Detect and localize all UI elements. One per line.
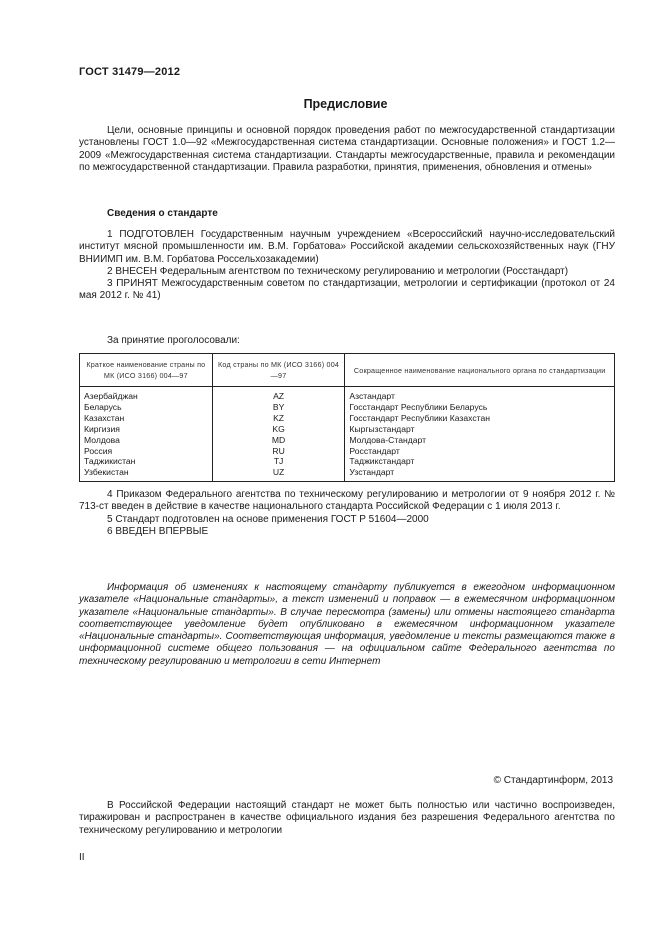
codes-column	[212, 387, 345, 482]
intro-text: Цели, основные принципы и основной порядок проведения работ по межгосударственной стандартизации установлены ГОСТ 1.0—92 «Межгосударственная система стандартизации. Основные положения» и ГОСТ 1.2—2009 «Межгосударственная система стандартизации. Стандарты межгосударственные, правила и рекомендации по межгосударственной стандартизации. Правила разработки, принятия, применения, обновления и отмены»	[79, 125, 615, 173]
country-code: KG	[272, 423, 285, 434]
country-name: Россия	[84, 445, 113, 456]
country-code: RU	[272, 445, 285, 456]
countries-column	[80, 387, 213, 482]
intro-paragraph	[79, 125, 615, 174]
country-name: Молдова	[84, 434, 120, 445]
national-body: Госстандарт Республики Казахстан	[349, 412, 490, 423]
country-code: KZ	[273, 412, 285, 423]
legal-notice-text: В Российской Федерации настоящий стандарт не может быть полностью или частично воспроизведен, тиражирован и распространен в качестве официального издания без разрешения Федерального агентства по техническому регулированию и метрологии	[79, 800, 615, 836]
items-after-block	[79, 489, 615, 538]
legal-notice	[79, 800, 615, 837]
national-body: Узстандарт	[349, 467, 395, 478]
agreed-label: За принятие проголосовали:	[107, 335, 240, 346]
country-code: UZ	[272, 467, 285, 478]
bodies-column	[345, 387, 615, 482]
country-name: Беларусь	[84, 401, 122, 412]
item-5: 5 Стандарт подготовлен на основе применения ГОСТ Р 51604—2000	[107, 513, 429, 525]
about-standard-heading: Сведения о стандарте	[107, 208, 218, 219]
national-body: Молдова-Стандарт	[349, 434, 427, 445]
changes-info-notice	[79, 582, 615, 668]
info-notice-text: Информация об изменениях к настоящему стандарту публикуется в ежегодном информационном указателе «Национальные стандарты», а текст изменений и поправок — в ежемесячном информационном указателе «Национальные стандарты». В случае пересмотра (замены) или отмены настоящего стандарта соответствующее уведомление будет опубликовано в ежемесячном информационном указателе «Национальные стандарты». Соответствующая информация, уведомление и тексты размещаются также в информационной системе общего пользования — на официальном сайте Федерального агентства по техническому регулированию и метрологии в сети Интернет	[79, 582, 615, 667]
national-body: Таджикстандарт	[349, 456, 415, 467]
national-body: Госстандарт Республики Беларусь	[349, 401, 488, 412]
header-country-code: Код страны по МК (ИСО 3166) 004—97	[212, 354, 345, 387]
country-name: Киргизия	[84, 423, 120, 434]
table-row	[80, 387, 615, 482]
country-code: AZ	[273, 391, 285, 401]
page-number: II	[79, 852, 85, 863]
foreword-title: Предисловие	[303, 97, 388, 111]
item-2: 2 ВНЕСЕН Федеральным агентством по техническому регулированию и метрологии (Росстандарт)	[107, 265, 569, 277]
national-body: Кыргызстандарт	[349, 423, 415, 434]
item-6: 6 ВВЕДЕН ВПЕРВЫЕ	[107, 525, 209, 537]
country-code: TJ	[273, 456, 284, 467]
header-national-body: Сокращенное наименование национального органа по стандартизации	[345, 354, 615, 387]
item-3: 3 ПРИНЯТ Межгосударственным советом по стандартизации, метрологии и сертификации (протокол от 24 мая 2012 г. № 41)	[79, 278, 615, 302]
standard-code-header: ГОСТ 31479—2012	[79, 66, 181, 78]
country-name: Казахстан	[84, 412, 125, 423]
country-code: MD	[271, 434, 286, 445]
national-body: Азстандарт	[349, 391, 395, 401]
header-country-name: Краткое наименование страны по МК (ИСО 3166) 004—97	[80, 354, 213, 387]
country-name: Узбекистан	[84, 467, 129, 478]
item-4: 4 Приказом Федерального агентства по техническому регулированию и метрологии от 9 ноября 2012 г. № 713-ст введен в действие в качестве национального стандарта Российской Федерации с 1 июля 2013 г.	[79, 489, 615, 513]
copyright-notice: © Стандартинформ, 2013	[493, 775, 613, 786]
voting-table	[79, 353, 615, 482]
item-1: 1 ПОДГОТОВЛЕН Государственным научным учреждением «Всероссийский научно-исследовательский институт мясной промышленности им. В.М. Горбатова» Российской академии сельскохозяйственных наук (ГНУ ВНИИМП им. В.М. Горбатова Россельхозакадемии)	[79, 229, 615, 265]
country-code: BY	[272, 401, 285, 412]
items-block	[79, 229, 615, 303]
country-name: Таджикистан	[84, 456, 136, 467]
table-header-row	[80, 354, 615, 387]
national-body: Росстандарт	[349, 445, 400, 456]
country-name: Азербайджан	[84, 391, 138, 401]
